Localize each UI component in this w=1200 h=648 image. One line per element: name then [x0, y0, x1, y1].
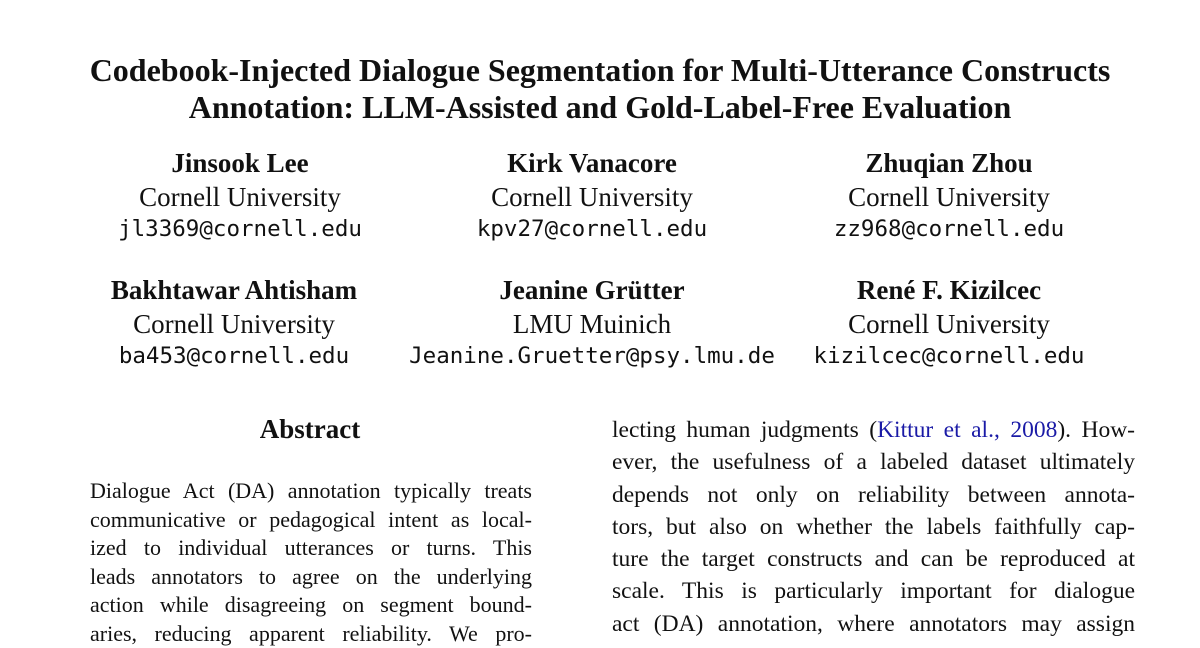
author-affiliation: Cornell University [749, 180, 1149, 214]
author-affiliation: Cornell University [392, 180, 792, 214]
author-email[interactable]: jl3369@cornell.edu [40, 214, 440, 244]
author-block [392, 273, 792, 371]
intro-line: tors, but also on whether the labels faithfully cap- [612, 511, 1135, 543]
intro-line: ture the target constructs and can be reproduced at [612, 543, 1135, 575]
citation-authors: Kittur et al. [877, 417, 994, 443]
author-block [40, 146, 440, 244]
abstract-line: action while disagreeing on segment bound- [90, 591, 532, 620]
abstract-line: communicative or pedagogical intent as local- [90, 506, 532, 535]
paper-title [20, 52, 1180, 126]
intro-body [612, 414, 1135, 640]
author-name: Jinsook Lee [40, 146, 440, 180]
author-name: René F. Kizilcec [749, 273, 1149, 307]
intro-line: depends not only on reliability between annota- [612, 479, 1135, 511]
citation-link[interactable] [877, 417, 1057, 443]
intro-line [612, 414, 1135, 446]
author-block [392, 146, 792, 244]
author-email[interactable]: Jeanine.Gruetter@psy.lmu.de [392, 341, 792, 371]
author-block [749, 273, 1149, 371]
author-name: Zhuqian Zhou [749, 146, 1149, 180]
intro-text: lecting human judgments ( [612, 417, 877, 443]
author-name: Kirk Vanacore [392, 146, 792, 180]
title-line-1: Codebook-Injected Dialogue Segmentation for Multi-Utterance Constructs [20, 52, 1180, 89]
intro-line: ever, the usefulness of a labeled dataset ultimately [612, 446, 1135, 478]
author-email[interactable]: kpv27@cornell.edu [392, 214, 792, 244]
author-email[interactable]: kizilcec@cornell.edu [749, 341, 1149, 371]
intro-line: scale. This is particularly important for dialogue [612, 575, 1135, 607]
author-email[interactable]: zz968@cornell.edu [749, 214, 1149, 244]
abstract-body [90, 477, 532, 648]
abstract-line: ized to individual utterances or turns. This [90, 534, 532, 563]
author-affiliation: Cornell University [40, 180, 440, 214]
author-affiliation: Cornell University [34, 307, 434, 341]
author-name: Jeanine Grütter [392, 273, 792, 307]
author-block [749, 146, 1149, 244]
abstract-line: leads annotators to agree on the underlying [90, 563, 532, 592]
author-email[interactable]: ba453@cornell.edu [34, 341, 434, 371]
abstract-heading: Abstract [90, 412, 530, 446]
title-line-2: Annotation: LLM-Assisted and Gold-Label-Free Evaluation [20, 89, 1180, 126]
abstract-line: Dialogue Act (DA) annotation typically treats [90, 477, 532, 506]
author-block [34, 273, 434, 371]
intro-line: act (DA) annotation, where annotators may assign [612, 608, 1135, 640]
intro-text: ). How- [1057, 417, 1135, 443]
author-name: Bakhtawar Ahtisham [34, 273, 434, 307]
citation-year: 2008 [1010, 417, 1057, 443]
author-affiliation: Cornell University [749, 307, 1149, 341]
author-affiliation: LMU Muinich [392, 307, 792, 341]
citation-separator: , [994, 417, 1010, 443]
abstract-line: aries, reducing apparent reliability. We pro- [90, 620, 532, 648]
